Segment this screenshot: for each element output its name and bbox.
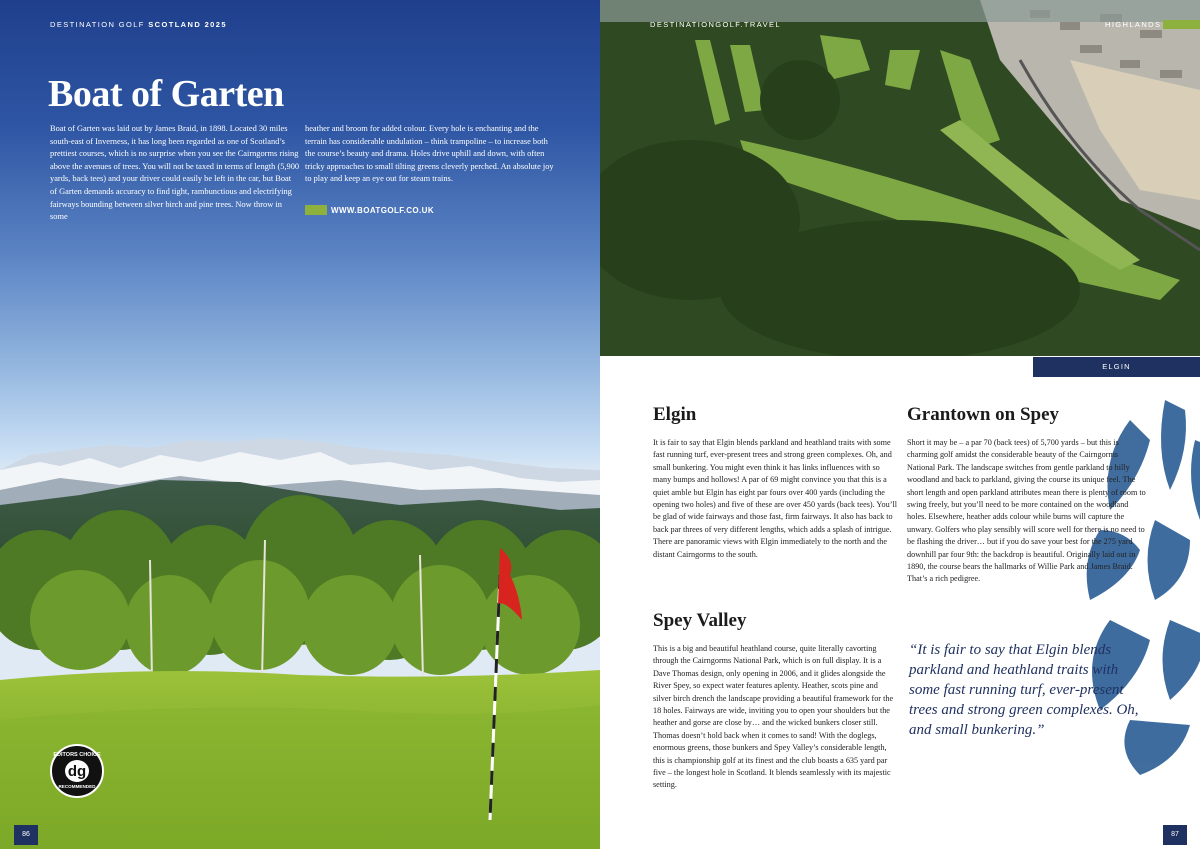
link-accent-bar bbox=[305, 205, 327, 215]
section-text-spey: This is a big and beautiful heathland course, quite literally cavorting through the Cairngorms National Park, which is on full display. It is a Dave Thomas design, only opening in 2006, and it glides alongside the River Spey, so expect water features aplenty. Heather, scots pine and silver birch drench the landscape providing a beautiful framework for the 18 holes. Fairways are wide, inviting you to open your shoulders but the heather and gorse are close by… and the wicked bunkers closer still. Thomas doesn’t hold back when it comes to sand! With the doglegs, enormous greens, those bunkers and Spey Valley’s considerable length, this is championship golf at its finest and the club boasts a 635 yard par five – the longest hole in Scotland. It blends seamlessly with its majestic setting. bbox=[653, 644, 894, 790]
header-bold: SCOTLAND 2025 bbox=[148, 20, 227, 29]
intro-column-1: Boat of Garten was laid out by James Braid, in 1898. Located 30 miles south-east of Inverness, it has long been regarded as one of Scotland’s prettiest courses, which is no surprise when you see the Cairngorms rising above the avenues of trees. You will not be taxed in terms of length (5,900 yards, back tees) and your driver could easily be left in the car, but Boat of Garten demands accuracy to find tight, rambunctious and electrifying fairways bounding between silver birch and pine trees. Now throw in some bbox=[50, 124, 300, 222]
badge-bottom-text: RECOMMENDED bbox=[58, 784, 96, 789]
page-title: Boat of Garten bbox=[48, 73, 284, 115]
section-header: HIGHLANDS bbox=[1105, 20, 1162, 29]
section-title-elgin: Elgin bbox=[653, 404, 697, 425]
editors-choice-badge bbox=[50, 744, 104, 798]
badge-top-text: EDITORS CHOICE bbox=[53, 752, 101, 758]
header-prefix: DESTINATION GOLF bbox=[50, 20, 149, 29]
section-text-elgin: It is fair to say that Elgin blends parkland and heathland traits with some fast running turf, ever-present trees and strong green complexes. Oh, and small bunkering. You might even think it has links influences with so many bumps and hollows! A par of 69 might convince you that this is a quiet amble but Elgin has eight par fours over 400 yards (including the opening two holes) and five of these are over 450 yards (back tees). You’ll be glad of wide fairways and those fast, firm fairways. It also has back to back par threes of very different lengths, which adds a splash of intrigue. There are panoramic views with Elgin immediately to the north and the distant Cairngorms to the south. bbox=[653, 438, 897, 559]
running-header bbox=[50, 20, 227, 29]
right-page bbox=[600, 0, 1200, 849]
section-title-grantown: Grantown on Spey bbox=[907, 404, 1060, 425]
website-link-text[interactable]: WWW.BOATGOLF.CO.UK bbox=[331, 205, 435, 215]
section-header-bar bbox=[1163, 20, 1200, 29]
badge-logo: dg bbox=[67, 763, 87, 780]
intro-column-2: heather and broom for added colour. Every hole is enchanting and the terrain has considerable undulation – think trampoline – to increase both the course’s beauty and drama. Holes drive uphill and down, with often tricky approaches to small tilting greens cleverly perched. An absolute joy to play and keep an eye out for steam trains. bbox=[305, 124, 554, 184]
pull-quote: “It is fair to say that Elgin blends parkland and heathland traits with some fast running turf, ever-present trees and strong green complexes. Oh, and small bunkering.” bbox=[909, 642, 1139, 738]
page-number-right: 87 bbox=[1163, 825, 1187, 845]
section-text-grantown: Short it may be – a par 70 (back tees) of 5,700 yards – but this is charming golf amidst the considerable beauty of the Cairngorms National Park. The landscape switches from gentle parkland to hilly woodland and back to parkland, giving the course its unique feel. The short length and open parkland attributes mean there is plenty of room to swing freely, but you’ll need to be more contained on the woodland holes. Elsewhere, heather adds colour while burns will capture the unwary. Golfers who play sensibly will score well for there is no need to be flashing the driver… but if you do save your best for the 275 yard downhill par four 9th: the backdrop is beautiful. Originally laid out in 1890, the course bears the hallmarks of Willie Park and James Braid. That’s a rich pedigree. bbox=[907, 438, 1146, 584]
page-number-left: 86 bbox=[14, 825, 38, 845]
image-caption-tag: ELGIN bbox=[1033, 357, 1200, 377]
section-title-spey: Spey Valley bbox=[653, 610, 747, 631]
website-link[interactable] bbox=[305, 205, 434, 215]
running-header-right: DESTINATIONGOLF.TRAVEL bbox=[650, 20, 781, 29]
elgin-aerial-photo bbox=[600, 0, 1200, 356]
